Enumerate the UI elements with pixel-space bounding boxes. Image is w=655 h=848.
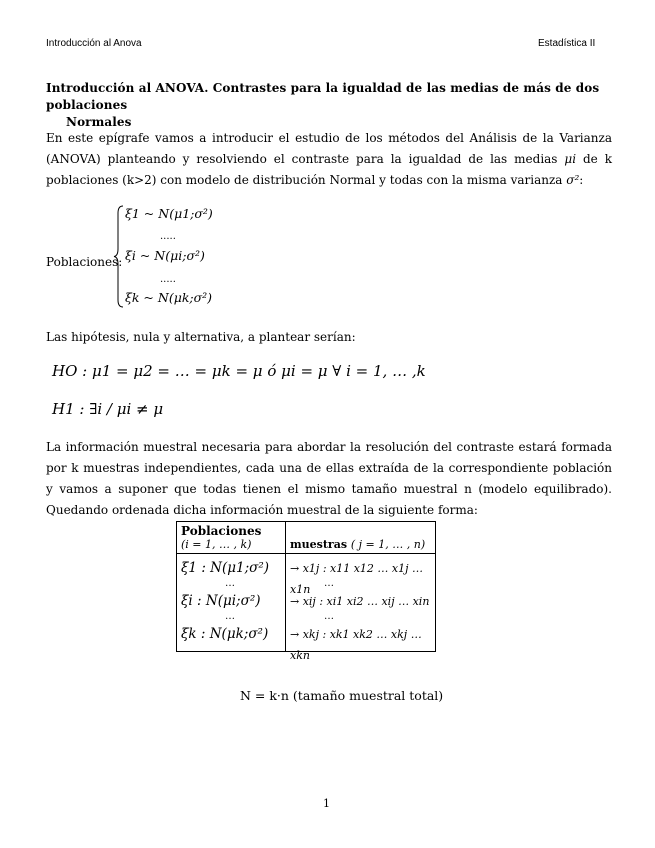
sample-data-table xyxy=(176,521,436,662)
sample-info-paragraph: La información muestral necesaria para abordar la resolución del contraste estará formada por k muestras independientes, cada una de ellas extraída de la correspondiente población y vamos a suponer que todas tienen el mismo tamaño muestral n (modelo equilibrado). Quedando ordenada dicha información muestral de la siguiente forma: xyxy=(46,440,612,517)
table-pop-cell xyxy=(177,554,286,652)
population-dots: ..... xyxy=(160,274,176,285)
intro-text-1: En este epígrafe vamos a introducir el estudio de los métodos del Análisis de la Varianza (ANOVA) planteando y resolviendo el contraste para la igualdad de las medias xyxy=(46,131,612,166)
alternative-hypothesis: H1 : ∃i / μi ≠ μ xyxy=(52,400,164,418)
section-title xyxy=(46,80,606,131)
row-ellipsis: … xyxy=(324,578,334,589)
population-dots: ..... xyxy=(160,231,176,242)
table-header-row xyxy=(177,522,436,554)
table-row xyxy=(177,554,436,652)
populations-label: Poblaciones: xyxy=(46,255,123,269)
row-ellipsis: … xyxy=(324,611,334,622)
hypotheses-intro: Las hipótesis, nula y alternativa, a plantear serían: xyxy=(46,330,356,344)
pop-row: ξk : N(μk;σ²) xyxy=(181,626,269,642)
row-ellipsis: … xyxy=(225,578,235,589)
population-line: ξ1 ~ N(μ1;σ²) xyxy=(125,206,213,221)
title-line-2: Normales xyxy=(66,115,132,129)
col1-subheader: (i = 1, … , k) xyxy=(181,538,252,551)
total-sample-size-caption: N = k·n (tamaño muestral total) xyxy=(240,688,444,703)
population-line: ξk ~ N(μk;σ²) xyxy=(125,290,213,305)
page-number: 1 xyxy=(323,797,330,810)
population-line: ξi ~ N(μi;σ²) xyxy=(125,248,205,263)
sigma-squared-symbol: σ² xyxy=(566,173,580,187)
table-header-cell xyxy=(177,522,286,554)
header-left: Introducción al Anova xyxy=(46,38,142,49)
sample-row: → xkj : xk1 xk2 … xkj … xkn xyxy=(290,628,422,662)
intro-text-3: : xyxy=(579,173,584,187)
sample-row: → xij : xi1 xi2 … xij … xin xyxy=(290,595,430,608)
pop-row: ξ1 : N(μ1;σ²) xyxy=(181,560,270,576)
header-right: Estadística II xyxy=(538,38,596,49)
null-hypothesis: HO : μ1 = μ2 = … = μk = μ ó μi = μ ∀ i = 1, … ,k xyxy=(52,362,426,380)
title-line-1: Introducción al ANOVA. Contrastes para la igualdad de las medias de más de dos poblaciones xyxy=(46,81,600,112)
col2-header: muestras xyxy=(290,538,348,551)
intro-paragraph xyxy=(46,128,612,191)
sample-row: → x1j : x11 x12 … x1j … x1n xyxy=(290,562,424,596)
table-header-cell xyxy=(286,522,436,554)
pop-row: ξi : N(μi;σ²) xyxy=(181,593,261,609)
mu-i-symbol: μi xyxy=(564,152,577,166)
col2-subheader: ( j = 1, … , n) xyxy=(350,538,426,551)
left-brace-icon xyxy=(113,205,125,308)
intro-text-2: de k poblaciones (k>2) con modelo de distribución Normal y todas con la misma varianza xyxy=(46,152,613,187)
table-sample-cell xyxy=(286,554,436,662)
row-ellipsis: … xyxy=(225,611,235,622)
col1-header: Poblaciones xyxy=(181,524,262,538)
